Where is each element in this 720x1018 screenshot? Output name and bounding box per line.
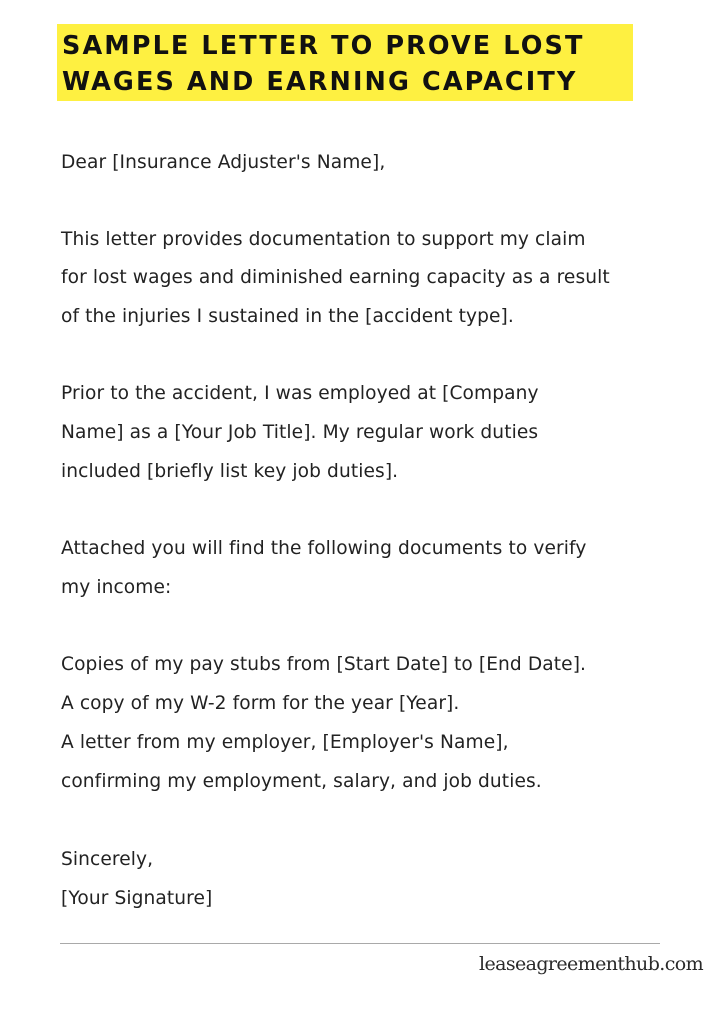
salutation: Dear [Insurance Adjuster's Name], — [61, 152, 386, 173]
attachment-item: confirming my employment, salary, and job duties. — [61, 771, 542, 792]
title-line-1: SAMPLE LETTER TO PROVE LOST — [62, 31, 585, 61]
paragraph-line: Attached you will find the following documents to verify — [61, 538, 587, 559]
footer-divider — [60, 943, 660, 944]
paragraph-line: my income: — [61, 577, 172, 598]
signature: [Your Signature] — [61, 888, 213, 909]
paragraph-line: of the injuries I sustained in the [accident type]. — [61, 306, 514, 327]
attachment-item: A letter from my employer, [Employer's Name], — [61, 732, 509, 753]
title-line-2: WAGES AND EARNING CAPACITY — [62, 67, 578, 97]
paragraph-line: Name] as a [Your Job Title]. My regular work duties — [61, 422, 539, 443]
paragraph-line: for lost wages and diminished earning capacity as a result — [61, 267, 610, 288]
paragraph-line: Prior to the accident, I was employed at [Company — [61, 383, 539, 404]
paragraph-line: included [briefly list key job duties]. — [61, 461, 399, 482]
closing: Sincerely, — [61, 849, 154, 870]
attachment-item: Copies of my pay stubs from [Start Date] to [End Date]. — [61, 654, 587, 675]
paragraph-line: This letter provides documentation to support my claim — [61, 229, 586, 250]
title-highlight — [57, 24, 633, 101]
footer-site-name: leaseagreementhub.com — [478, 953, 703, 975]
attachment-item: A copy of my W-2 form for the year [Year]. — [61, 693, 460, 714]
